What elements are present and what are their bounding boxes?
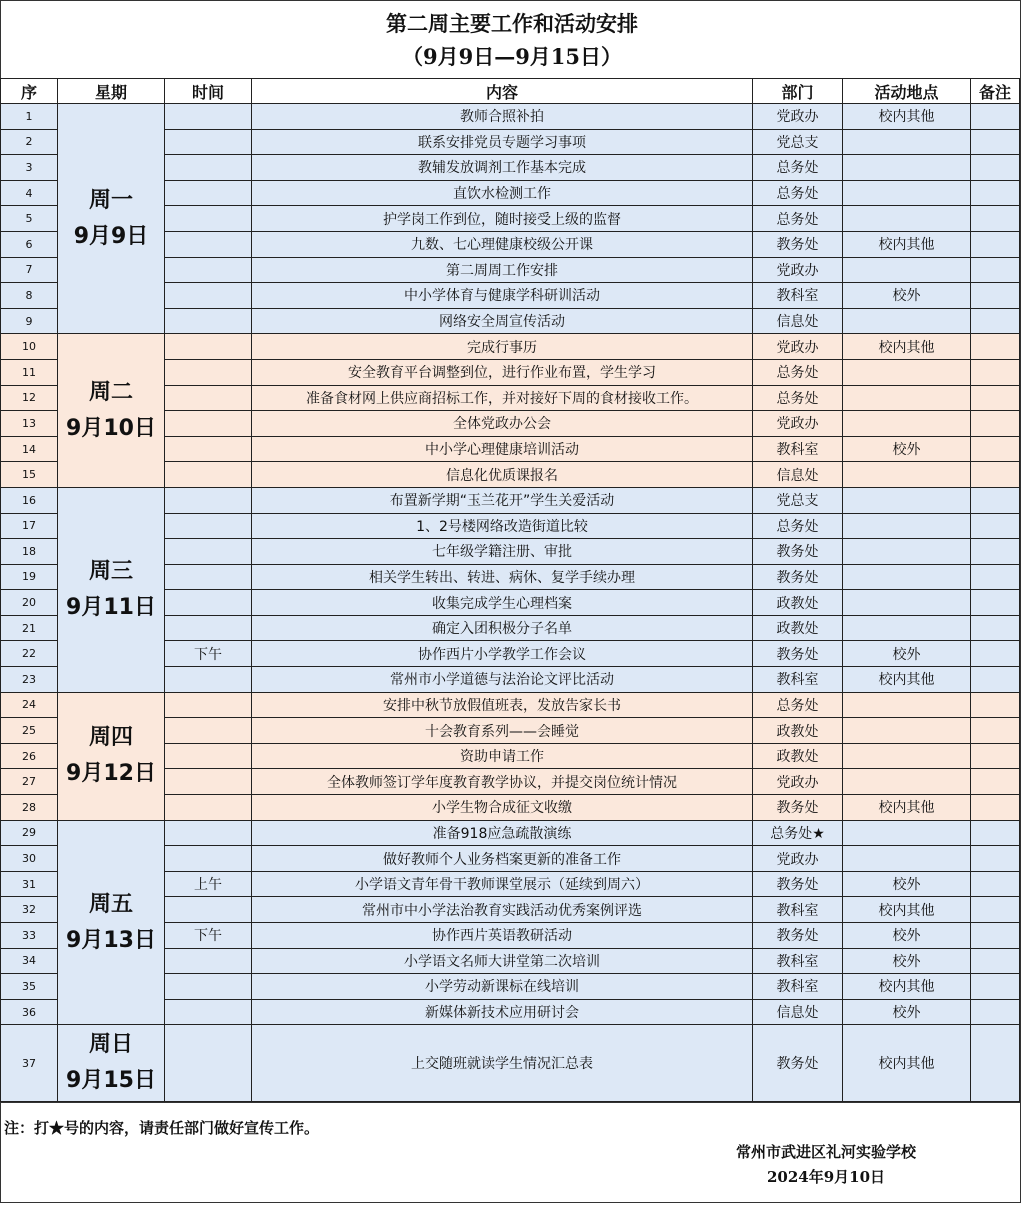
weekday-date: 9月10日 xyxy=(66,415,156,441)
row-place: 校内其他 xyxy=(843,667,971,693)
table-row xyxy=(1,820,1020,846)
row-remark xyxy=(971,308,1020,334)
table-row xyxy=(1,104,1020,130)
row-dept: 总务处 xyxy=(753,206,843,232)
row-time xyxy=(165,692,252,718)
row-dept: 政教处 xyxy=(753,743,843,769)
header-time: 时间 xyxy=(165,79,252,104)
weekday-label: 周三 xyxy=(88,558,133,584)
row-time xyxy=(165,743,252,769)
row-seq: 4 xyxy=(1,180,58,206)
row-place xyxy=(843,385,971,411)
row-seq: 22 xyxy=(1,641,58,667)
footnote: 注：打★号的内容，请责任部门做好宣传工作。 xyxy=(4,1119,320,1137)
row-time xyxy=(165,487,252,513)
row-seq: 31 xyxy=(1,871,58,897)
row-place: 校外 xyxy=(843,283,971,309)
row-place xyxy=(843,308,971,334)
row-dept: 教科室 xyxy=(753,283,843,309)
row-content: 确定入团积极分子名单 xyxy=(252,615,753,641)
row-content: 1、2号楼网络改造街道比较 xyxy=(252,513,753,539)
row-content: 常州市小学道德与法治论文评比活动 xyxy=(252,667,753,693)
row-remark xyxy=(971,104,1020,130)
row-remark xyxy=(971,564,1020,590)
row-time xyxy=(165,615,252,641)
row-time xyxy=(165,769,252,795)
row-time: 下午 xyxy=(165,641,252,667)
schedule-body xyxy=(1,104,1020,1102)
row-seq: 37 xyxy=(1,1025,58,1102)
row-dept: 总务处★ xyxy=(753,820,843,846)
row-dept: 教务处 xyxy=(753,1025,843,1102)
row-content: 七年级学籍注册、审批 xyxy=(252,539,753,565)
row-remark xyxy=(971,155,1020,181)
row-content: 做好教师个人业务档案更新的准备工作 xyxy=(252,846,753,872)
row-remark xyxy=(971,385,1020,411)
row-dept: 总务处 xyxy=(753,359,843,385)
row-dept: 总务处 xyxy=(753,513,843,539)
row-dept: 总务处 xyxy=(753,180,843,206)
row-seq: 21 xyxy=(1,615,58,641)
row-content: 全体教师签订学年度教育教学协议，并提交岗位统计情况 xyxy=(252,769,753,795)
row-seq: 11 xyxy=(1,359,58,385)
row-time xyxy=(165,436,252,462)
weekday-date: 9月13日 xyxy=(66,927,156,953)
row-place xyxy=(843,590,971,616)
header-place: 活动地点 xyxy=(843,79,971,104)
row-time xyxy=(165,308,252,334)
row-place xyxy=(843,462,971,488)
row-seq: 16 xyxy=(1,487,58,513)
row-content: 小学语文青年骨干教师课堂展示（延续到周六） xyxy=(252,871,753,897)
row-content: 协作西片英语教研活动 xyxy=(252,923,753,949)
row-seq: 14 xyxy=(1,436,58,462)
row-place xyxy=(843,743,971,769)
row-place xyxy=(843,718,971,744)
weekday-label: 周四 xyxy=(88,725,133,751)
row-time xyxy=(165,231,252,257)
row-dept: 信息处 xyxy=(753,999,843,1025)
row-remark xyxy=(971,769,1020,795)
row-place xyxy=(843,846,971,872)
row-dept: 教科室 xyxy=(753,667,843,693)
table-bottom-divider xyxy=(0,1102,1021,1103)
row-seq: 32 xyxy=(1,897,58,923)
row-content: 完成行事历 xyxy=(252,334,753,360)
row-time xyxy=(165,539,252,565)
row-seq: 1 xyxy=(1,104,58,130)
row-content: 新媒体新技术应用研讨会 xyxy=(252,999,753,1025)
row-content: 网络安全周宣传活动 xyxy=(252,308,753,334)
row-dept: 教务处 xyxy=(753,231,843,257)
row-content: 安全教育平台调整到位，进行作业布置，学生学习 xyxy=(252,359,753,385)
row-remark xyxy=(971,820,1020,846)
row-remark xyxy=(971,948,1020,974)
row-place: 校外 xyxy=(843,436,971,462)
row-remark xyxy=(971,897,1020,923)
row-place: 校内其他 xyxy=(843,974,971,1000)
row-seq: 19 xyxy=(1,564,58,590)
row-place xyxy=(843,411,971,437)
row-place: 校内其他 xyxy=(843,795,971,821)
header-row xyxy=(1,79,1020,104)
row-time xyxy=(165,1025,252,1102)
row-time xyxy=(165,155,252,181)
row-remark xyxy=(971,487,1020,513)
row-dept: 政教处 xyxy=(753,590,843,616)
row-seq: 24 xyxy=(1,692,58,718)
header-seq: 序 xyxy=(1,79,58,104)
row-dept: 教科室 xyxy=(753,897,843,923)
weekday-date: 9月9日 xyxy=(73,223,149,249)
row-remark xyxy=(971,615,1020,641)
row-place xyxy=(843,257,971,283)
row-time xyxy=(165,820,252,846)
row-seq: 12 xyxy=(1,385,58,411)
page-subtitle: （9月9日—9月15日） xyxy=(401,44,623,69)
row-content: 护学岗工作到位，随时接受上级的监督 xyxy=(252,206,753,232)
row-seq: 33 xyxy=(1,923,58,949)
row-remark xyxy=(971,206,1020,232)
row-content: 中小学体育与健康学科研训活动 xyxy=(252,283,753,309)
row-content: 十会教育系列——会睡觉 xyxy=(252,718,753,744)
table-row xyxy=(1,1025,1020,1102)
row-seq: 15 xyxy=(1,462,58,488)
row-dept: 党总支 xyxy=(753,487,843,513)
row-place: 校外 xyxy=(843,999,971,1025)
row-time xyxy=(165,206,252,232)
row-content: 准备食材网上供应商招标工作，并对接好下周的食材接收工作。 xyxy=(252,385,753,411)
schedule-table xyxy=(0,78,1020,1102)
row-time xyxy=(165,385,252,411)
row-remark xyxy=(971,743,1020,769)
school-name: 常州市武进区礼河实验学校 xyxy=(735,1143,916,1161)
row-remark xyxy=(971,1025,1020,1102)
row-time xyxy=(165,999,252,1025)
row-remark xyxy=(971,846,1020,872)
weekday-cell xyxy=(58,334,165,488)
issue-date: 2024年9月10日 xyxy=(766,1168,886,1186)
row-content: 资助申请工作 xyxy=(252,743,753,769)
row-dept: 党政办 xyxy=(753,334,843,360)
row-remark xyxy=(971,923,1020,949)
row-remark xyxy=(971,590,1020,616)
row-time xyxy=(165,257,252,283)
row-seq: 26 xyxy=(1,743,58,769)
row-seq: 34 xyxy=(1,948,58,974)
row-remark xyxy=(971,795,1020,821)
row-dept: 教务处 xyxy=(753,564,843,590)
row-dept: 总务处 xyxy=(753,385,843,411)
row-place: 校内其他 xyxy=(843,334,971,360)
row-time xyxy=(165,359,252,385)
row-remark xyxy=(971,513,1020,539)
row-time xyxy=(165,846,252,872)
row-content: 上交随班就读学生情况汇总表 xyxy=(252,1025,753,1102)
row-seq: 28 xyxy=(1,795,58,821)
row-time xyxy=(165,334,252,360)
row-dept: 政教处 xyxy=(753,615,843,641)
row-content: 第二周周工作安排 xyxy=(252,257,753,283)
row-seq: 13 xyxy=(1,411,58,437)
row-place: 校外 xyxy=(843,871,971,897)
row-time xyxy=(165,180,252,206)
row-time xyxy=(165,283,252,309)
row-dept: 教务处 xyxy=(753,539,843,565)
row-dept: 教务处 xyxy=(753,795,843,821)
row-content: 教师合照补拍 xyxy=(252,104,753,130)
row-dept: 教务处 xyxy=(753,641,843,667)
header-content: 内容 xyxy=(252,79,753,104)
row-time xyxy=(165,795,252,821)
row-content: 常州市中小学法治教育实践活动优秀案例评选 xyxy=(252,897,753,923)
row-content: 小学劳动新课标在线培训 xyxy=(252,974,753,1000)
weekday-cell xyxy=(58,820,165,1025)
row-seq: 17 xyxy=(1,513,58,539)
header-weekday: 星期 xyxy=(58,79,165,104)
weekday-date: 9月12日 xyxy=(66,761,156,787)
row-remark xyxy=(971,462,1020,488)
row-place: 校内其他 xyxy=(843,104,971,130)
row-dept: 党政办 xyxy=(753,769,843,795)
row-content: 全体党政办公会 xyxy=(252,411,753,437)
row-place xyxy=(843,359,971,385)
row-seq: 2 xyxy=(1,129,58,155)
row-dept: 信息处 xyxy=(753,462,843,488)
row-dept: 政教处 xyxy=(753,718,843,744)
row-time: 上午 xyxy=(165,871,252,897)
table-row xyxy=(1,334,1020,360)
row-content: 相关学生转出、转进、病休、复学手续办理 xyxy=(252,564,753,590)
weekday-date: 9月15日 xyxy=(66,1068,156,1094)
row-remark xyxy=(971,283,1020,309)
row-seq: 36 xyxy=(1,999,58,1025)
row-content: 信息化优质课报名 xyxy=(252,462,753,488)
row-seq: 20 xyxy=(1,590,58,616)
row-remark xyxy=(971,641,1020,667)
row-content: 中小学心理健康培训活动 xyxy=(252,436,753,462)
row-seq: 35 xyxy=(1,974,58,1000)
table-row xyxy=(1,692,1020,718)
row-content: 布置新学期“玉兰花开”学生关爱活动 xyxy=(252,487,753,513)
row-seq: 9 xyxy=(1,308,58,334)
row-remark xyxy=(971,359,1020,385)
weekday-cell xyxy=(58,487,165,692)
row-seq: 23 xyxy=(1,667,58,693)
row-seq: 8 xyxy=(1,283,58,309)
row-remark xyxy=(971,974,1020,1000)
row-remark xyxy=(971,436,1020,462)
row-dept: 教科室 xyxy=(753,974,843,1000)
row-dept: 党总支 xyxy=(753,129,843,155)
row-place: 校外 xyxy=(843,641,971,667)
row-time xyxy=(165,462,252,488)
row-time xyxy=(165,411,252,437)
row-seq: 18 xyxy=(1,539,58,565)
weekday-label: 周日 xyxy=(88,1032,133,1058)
row-place xyxy=(843,820,971,846)
weekday-cell xyxy=(58,104,165,334)
row-place xyxy=(843,129,971,155)
row-dept: 党政办 xyxy=(753,846,843,872)
row-remark xyxy=(971,999,1020,1025)
row-content: 九数、七心理健康校级公开课 xyxy=(252,231,753,257)
row-place: 校外 xyxy=(843,923,971,949)
row-place xyxy=(843,487,971,513)
row-seq: 27 xyxy=(1,769,58,795)
row-place xyxy=(843,769,971,795)
row-content: 小学语文名师大讲堂第二次培训 xyxy=(252,948,753,974)
row-time xyxy=(165,974,252,1000)
row-remark xyxy=(971,129,1020,155)
row-remark xyxy=(971,231,1020,257)
row-time xyxy=(165,590,252,616)
page-title: 第二周主要工作和活动安排 xyxy=(386,11,638,36)
header-dept: 部门 xyxy=(753,79,843,104)
row-dept: 总务处 xyxy=(753,692,843,718)
row-place xyxy=(843,615,971,641)
row-remark xyxy=(971,871,1020,897)
row-remark xyxy=(971,411,1020,437)
row-content: 收集完成学生心理档案 xyxy=(252,590,753,616)
row-remark xyxy=(971,180,1020,206)
row-place xyxy=(843,206,971,232)
row-dept: 教科室 xyxy=(753,948,843,974)
row-content: 协作西片小学教学工作会议 xyxy=(252,641,753,667)
row-seq: 25 xyxy=(1,718,58,744)
row-time xyxy=(165,564,252,590)
row-time xyxy=(165,104,252,130)
row-dept: 信息处 xyxy=(753,308,843,334)
row-place: 校外 xyxy=(843,948,971,974)
row-place: 校内其他 xyxy=(843,231,971,257)
row-dept: 党政办 xyxy=(753,104,843,130)
row-remark xyxy=(971,692,1020,718)
weekday-date: 9月11日 xyxy=(66,594,156,620)
row-content: 教辅发放调剂工作基本完成 xyxy=(252,155,753,181)
header-remark: 备注 xyxy=(971,79,1020,104)
row-seq: 6 xyxy=(1,231,58,257)
row-time: 下午 xyxy=(165,923,252,949)
row-remark xyxy=(971,539,1020,565)
row-dept: 党政办 xyxy=(753,411,843,437)
row-time xyxy=(165,513,252,539)
weekday-cell xyxy=(58,1025,165,1102)
row-place xyxy=(843,155,971,181)
row-time xyxy=(165,948,252,974)
row-dept: 教务处 xyxy=(753,871,843,897)
row-remark xyxy=(971,718,1020,744)
row-place xyxy=(843,180,971,206)
table-row xyxy=(1,487,1020,513)
row-time xyxy=(165,667,252,693)
row-place xyxy=(843,692,971,718)
row-content: 联系安排党员专题学习事项 xyxy=(252,129,753,155)
row-content: 直饮水检测工作 xyxy=(252,180,753,206)
row-seq: 30 xyxy=(1,846,58,872)
row-seq: 7 xyxy=(1,257,58,283)
row-seq: 3 xyxy=(1,155,58,181)
row-dept: 教务处 xyxy=(753,923,843,949)
row-remark xyxy=(971,257,1020,283)
row-place xyxy=(843,513,971,539)
row-content: 准备918应急疏散演练 xyxy=(252,820,753,846)
row-seq: 10 xyxy=(1,334,58,360)
row-seq: 5 xyxy=(1,206,58,232)
row-dept: 党政办 xyxy=(753,257,843,283)
weekday-label: 周一 xyxy=(88,187,133,213)
row-seq: 29 xyxy=(1,820,58,846)
weekday-label: 周五 xyxy=(88,891,133,917)
row-time xyxy=(165,129,252,155)
row-place xyxy=(843,564,971,590)
row-place xyxy=(843,539,971,565)
row-remark xyxy=(971,667,1020,693)
row-content: 小学生物合成征文收缴 xyxy=(252,795,753,821)
row-dept: 教科室 xyxy=(753,436,843,462)
weekday-label: 周二 xyxy=(88,379,133,405)
row-remark xyxy=(971,334,1020,360)
row-time xyxy=(165,718,252,744)
row-content: 安排中秋节放假值班表，发放告家长书 xyxy=(252,692,753,718)
row-place: 校内其他 xyxy=(843,897,971,923)
row-dept: 总务处 xyxy=(753,155,843,181)
row-place: 校内其他 xyxy=(843,1025,971,1102)
weekday-cell xyxy=(58,692,165,820)
row-time xyxy=(165,897,252,923)
